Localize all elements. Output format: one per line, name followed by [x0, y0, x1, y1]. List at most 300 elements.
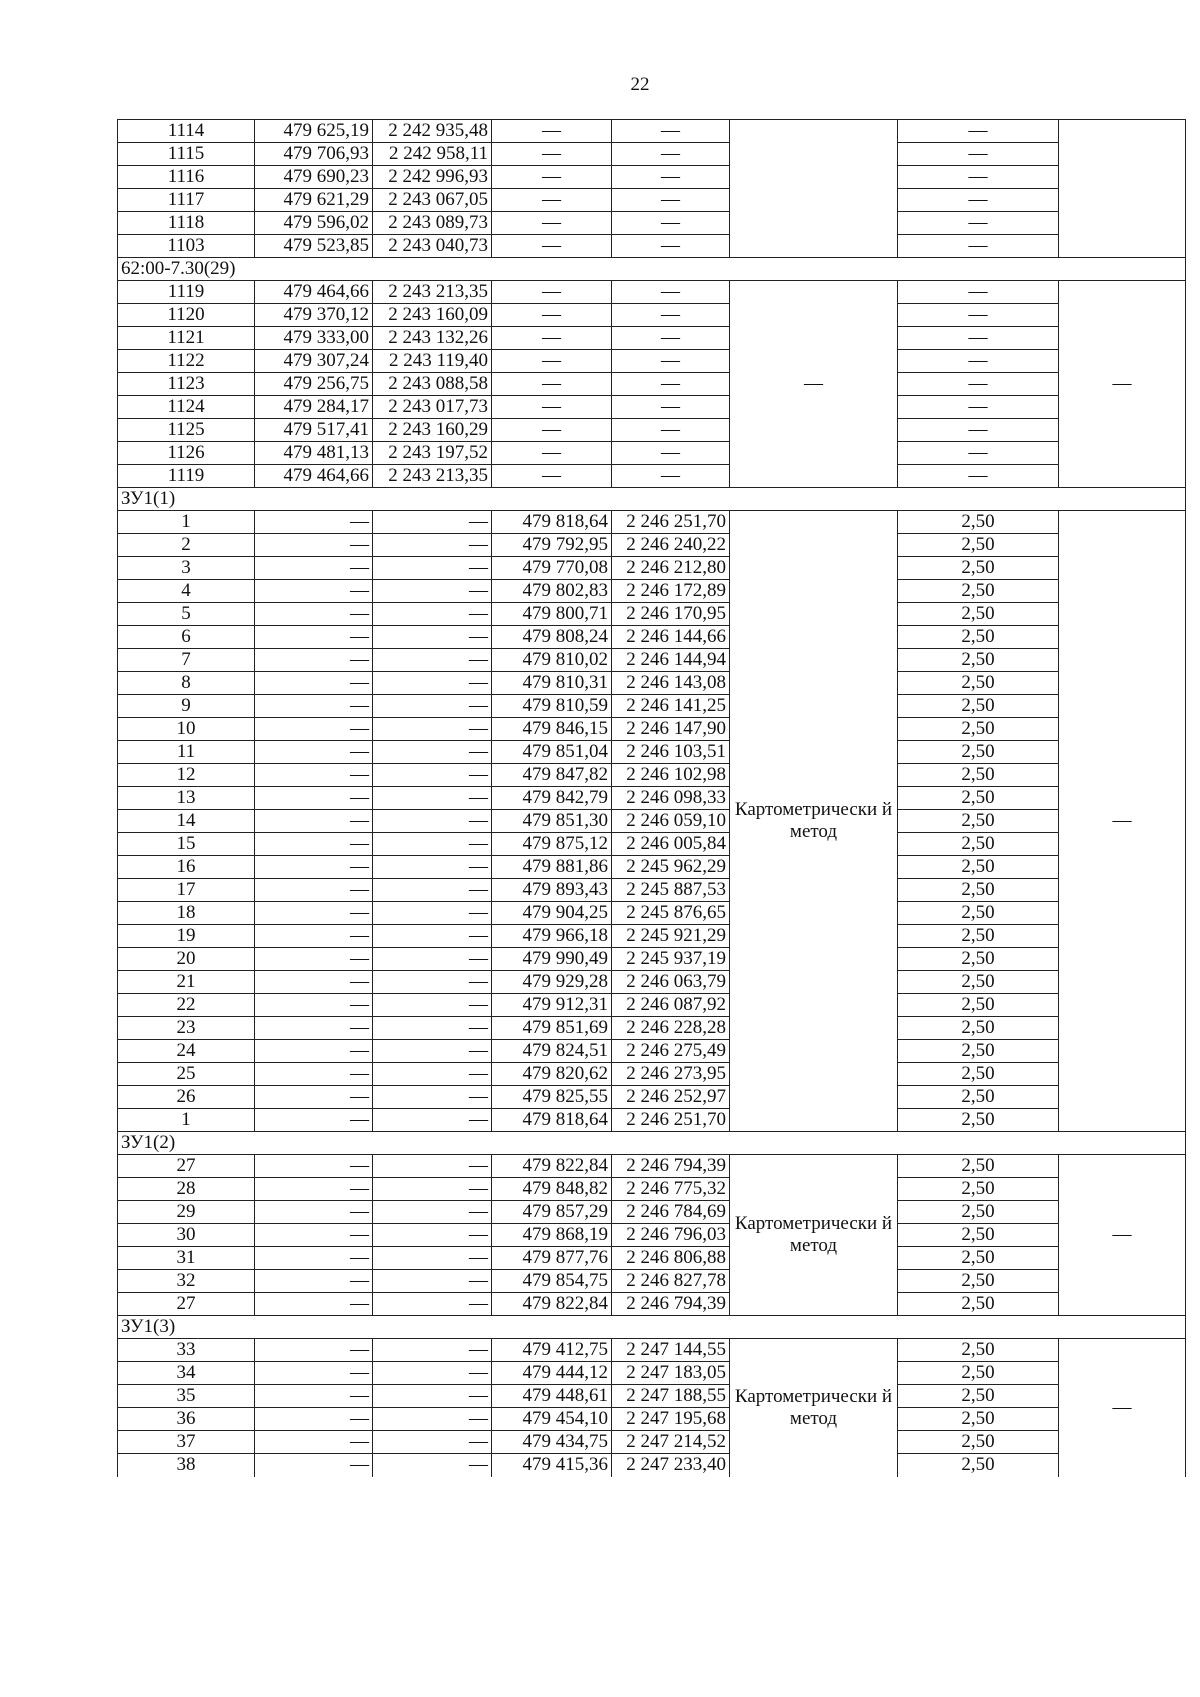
table-row	[118, 166, 1186, 189]
y-refined-cell: 2 246 170,95	[612, 603, 730, 626]
point-number-cell: 29	[118, 1201, 255, 1224]
y-existing-cell: —	[373, 718, 492, 741]
x-existing-cell: —	[255, 718, 373, 741]
precision-cell: —	[898, 212, 1059, 235]
x-existing-cell: —	[255, 1247, 373, 1270]
point-number-cell: 12	[118, 764, 255, 787]
precision-cell: —	[898, 465, 1059, 488]
point-number-cell: 22	[118, 994, 255, 1017]
precision-cell: —	[898, 166, 1059, 189]
precision-cell: 2,50	[898, 810, 1059, 833]
y-refined-cell: —	[612, 212, 730, 235]
table-row	[118, 304, 1186, 327]
precision-cell: 2,50	[898, 879, 1059, 902]
y-refined-cell: 2 246 212,80	[612, 557, 730, 580]
x-refined-cell: 479 990,49	[492, 948, 612, 971]
point-number-cell: 2	[118, 534, 255, 557]
y-refined-cell: 2 245 921,29	[612, 925, 730, 948]
y-existing-cell: —	[373, 511, 492, 534]
point-number-cell: 17	[118, 879, 255, 902]
precision-cell: 2,50	[898, 1017, 1059, 1040]
table-row	[118, 189, 1186, 212]
note-cell: —	[1059, 511, 1186, 1132]
y-existing-cell: —	[373, 994, 492, 1017]
x-refined-cell: 479 822,84	[492, 1155, 612, 1178]
y-existing-cell: —	[373, 695, 492, 718]
table-row	[118, 626, 1186, 649]
x-refined-cell: 479 912,31	[492, 994, 612, 1017]
precision-cell: —	[898, 189, 1059, 212]
x-existing-cell: 479 307,24	[255, 350, 373, 373]
x-refined-cell: —	[492, 419, 612, 442]
method-cell: —	[730, 281, 898, 488]
x-existing-cell: 479 481,13	[255, 442, 373, 465]
y-existing-cell: 2 243 160,09	[373, 304, 492, 327]
y-refined-cell: 2 245 887,53	[612, 879, 730, 902]
y-existing-cell: —	[373, 902, 492, 925]
table-row	[118, 327, 1186, 350]
precision-cell: 2,50	[898, 672, 1059, 695]
point-number-cell: 1120	[118, 304, 255, 327]
x-existing-cell: —	[255, 810, 373, 833]
x-existing-cell: —	[255, 511, 373, 534]
page-number: 22	[630, 74, 650, 95]
point-number-cell: 34	[118, 1362, 255, 1385]
x-refined-cell: —	[492, 327, 612, 350]
precision-cell: —	[898, 120, 1059, 143]
point-number-cell: 1116	[118, 166, 255, 189]
point-number-cell: 14	[118, 810, 255, 833]
point-number-cell: 1114	[118, 120, 255, 143]
x-refined-cell: 479 770,08	[492, 557, 612, 580]
x-existing-cell: —	[255, 1224, 373, 1247]
y-refined-cell: 2 247 183,05	[612, 1362, 730, 1385]
table-row	[118, 994, 1186, 1017]
method-cell: Картометрически й метод	[730, 1155, 898, 1316]
x-refined-cell: 479 851,30	[492, 810, 612, 833]
point-number-cell: 21	[118, 971, 255, 994]
x-refined-cell: 479 824,51	[492, 1040, 612, 1063]
x-existing-cell: —	[255, 1270, 373, 1293]
y-existing-cell: —	[373, 1247, 492, 1270]
x-refined-cell: —	[492, 120, 612, 143]
table-row	[118, 879, 1186, 902]
point-number-cell: 1115	[118, 143, 255, 166]
y-existing-cell: —	[373, 764, 492, 787]
x-existing-cell: —	[255, 1201, 373, 1224]
precision-cell: —	[898, 442, 1059, 465]
x-existing-cell: —	[255, 1063, 373, 1086]
x-refined-cell: 479 412,75	[492, 1339, 612, 1362]
x-refined-cell: 479 810,02	[492, 649, 612, 672]
y-refined-cell: 2 246 228,28	[612, 1017, 730, 1040]
table-row	[118, 1408, 1186, 1431]
precision-cell: 2,50	[898, 1247, 1059, 1270]
table-row	[118, 1063, 1186, 1086]
y-existing-cell: 2 242 996,93	[373, 166, 492, 189]
y-existing-cell: —	[373, 1385, 492, 1408]
y-refined-cell: 2 246 147,90	[612, 718, 730, 741]
x-existing-cell: —	[255, 994, 373, 1017]
precision-cell: 2,50	[898, 787, 1059, 810]
note-cell: —	[1059, 281, 1186, 488]
y-refined-cell: 2 246 087,92	[612, 994, 730, 1017]
x-refined-cell: 479 810,59	[492, 695, 612, 718]
precision-cell: 2,50	[898, 649, 1059, 672]
x-refined-cell: 479 929,28	[492, 971, 612, 994]
point-number-cell: 25	[118, 1063, 255, 1086]
x-existing-cell: —	[255, 1040, 373, 1063]
precision-cell: 2,50	[898, 1178, 1059, 1201]
x-refined-cell: —	[492, 281, 612, 304]
precision-cell: 2,50	[898, 695, 1059, 718]
table-row	[118, 350, 1186, 373]
table-row	[118, 833, 1186, 856]
table-row	[118, 511, 1186, 534]
point-number-cell: 37	[118, 1431, 255, 1454]
x-existing-cell: —	[255, 948, 373, 971]
y-refined-cell: 2 246 143,08	[612, 672, 730, 695]
x-existing-cell: 479 706,93	[255, 143, 373, 166]
precision-cell: 2,50	[898, 948, 1059, 971]
y-refined-cell: —	[612, 143, 730, 166]
y-existing-cell: —	[373, 971, 492, 994]
y-refined-cell: —	[612, 166, 730, 189]
x-refined-cell: 479 434,75	[492, 1431, 612, 1454]
point-number-cell: 4	[118, 580, 255, 603]
x-refined-cell: 479 877,76	[492, 1247, 612, 1270]
point-number-cell: 19	[118, 925, 255, 948]
point-number-cell: 24	[118, 1040, 255, 1063]
y-refined-cell: 2 246 063,79	[612, 971, 730, 994]
y-refined-cell: 2 246 098,33	[612, 787, 730, 810]
precision-cell: 2,50	[898, 902, 1059, 925]
point-number-cell: 33	[118, 1339, 255, 1362]
point-number-cell: 1	[118, 511, 255, 534]
table-row	[118, 902, 1186, 925]
precision-cell: 2,50	[898, 1293, 1059, 1316]
table-row	[118, 741, 1186, 764]
x-refined-cell: —	[492, 143, 612, 166]
point-number-cell: 35	[118, 1385, 255, 1408]
x-existing-cell: —	[255, 534, 373, 557]
y-refined-cell: 2 246 796,03	[612, 1224, 730, 1247]
x-existing-cell: —	[255, 649, 373, 672]
x-existing-cell: —	[255, 925, 373, 948]
point-number-cell: 1126	[118, 442, 255, 465]
y-refined-cell: 2 246 806,88	[612, 1247, 730, 1270]
group-label: ЗУ1(3)	[118, 1316, 1186, 1339]
x-refined-cell: 479 868,19	[492, 1224, 612, 1247]
table-row	[118, 281, 1186, 304]
table-row	[118, 672, 1186, 695]
group-label: 62:00-7.30(29)	[118, 258, 1186, 281]
precision-cell: 2,50	[898, 925, 1059, 948]
table-row	[118, 212, 1186, 235]
group-header-row	[118, 258, 1186, 281]
table-row	[118, 1247, 1186, 1270]
precision-cell: 2,50	[898, 1201, 1059, 1224]
y-existing-cell: —	[373, 1201, 492, 1224]
y-refined-cell: 2 246 059,10	[612, 810, 730, 833]
y-existing-cell: —	[373, 1362, 492, 1385]
y-existing-cell: —	[373, 833, 492, 856]
x-existing-cell: —	[255, 1362, 373, 1385]
x-refined-cell: —	[492, 442, 612, 465]
y-refined-cell: —	[612, 281, 730, 304]
x-refined-cell: —	[492, 465, 612, 488]
y-existing-cell: —	[373, 1270, 492, 1293]
x-refined-cell: —	[492, 396, 612, 419]
y-existing-cell: —	[373, 879, 492, 902]
table-row	[118, 810, 1186, 833]
table-row	[118, 557, 1186, 580]
table-row	[118, 971, 1186, 994]
point-number-cell: 1124	[118, 396, 255, 419]
y-refined-cell: 2 246 794,39	[612, 1155, 730, 1178]
table-row	[118, 373, 1186, 396]
y-existing-cell: —	[373, 1408, 492, 1431]
group-header-row	[118, 1132, 1186, 1155]
x-existing-cell: —	[255, 856, 373, 879]
x-existing-cell: 479 370,12	[255, 304, 373, 327]
x-existing-cell: —	[255, 1178, 373, 1201]
precision-cell: 2,50	[898, 764, 1059, 787]
y-existing-cell: —	[373, 557, 492, 580]
precision-cell: 2,50	[898, 1155, 1059, 1178]
x-existing-cell: 479 621,29	[255, 189, 373, 212]
x-existing-cell: 479 256,75	[255, 373, 373, 396]
y-existing-cell: 2 243 119,40	[373, 350, 492, 373]
y-existing-cell: 2 243 040,73	[373, 235, 492, 258]
x-existing-cell: —	[255, 1431, 373, 1454]
y-existing-cell: —	[373, 1086, 492, 1109]
point-number-cell: 11	[118, 741, 255, 764]
y-refined-cell: —	[612, 350, 730, 373]
x-refined-cell: 479 792,95	[492, 534, 612, 557]
table-row	[118, 1086, 1186, 1109]
point-number-cell: 6	[118, 626, 255, 649]
note-cell: —	[1059, 1339, 1186, 1477]
y-existing-cell: —	[373, 626, 492, 649]
y-refined-cell: —	[612, 327, 730, 350]
table-row	[118, 442, 1186, 465]
precision-cell: 2,50	[898, 1109, 1059, 1132]
y-refined-cell: —	[612, 120, 730, 143]
point-number-cell: 20	[118, 948, 255, 971]
precision-cell: —	[898, 419, 1059, 442]
x-existing-cell: —	[255, 1339, 373, 1362]
x-refined-cell: 479 825,55	[492, 1086, 612, 1109]
x-existing-cell: —	[255, 1086, 373, 1109]
y-existing-cell: 2 243 160,29	[373, 419, 492, 442]
precision-cell: 2,50	[898, 1063, 1059, 1086]
y-existing-cell: 2 243 017,73	[373, 396, 492, 419]
y-refined-cell: 2 247 214,52	[612, 1431, 730, 1454]
table-row	[118, 1155, 1186, 1178]
x-refined-cell: —	[492, 373, 612, 396]
x-refined-cell: 479 820,62	[492, 1063, 612, 1086]
precision-cell: 2,50	[898, 856, 1059, 879]
coordinates-table	[117, 119, 1186, 1477]
y-refined-cell: —	[612, 442, 730, 465]
x-refined-cell: 479 893,43	[492, 879, 612, 902]
x-refined-cell: 479 875,12	[492, 833, 612, 856]
x-refined-cell: 479 800,71	[492, 603, 612, 626]
point-number-cell: 1118	[118, 212, 255, 235]
table-row	[118, 695, 1186, 718]
y-existing-cell: —	[373, 925, 492, 948]
y-refined-cell: 2 246 144,94	[612, 649, 730, 672]
x-existing-cell: —	[255, 1385, 373, 1408]
precision-cell: 2,50	[898, 1339, 1059, 1362]
x-refined-cell: —	[492, 212, 612, 235]
precision-cell: 2,50	[898, 511, 1059, 534]
y-existing-cell: 2 243 088,58	[373, 373, 492, 396]
x-refined-cell: 479 854,75	[492, 1270, 612, 1293]
y-refined-cell: 2 247 195,68	[612, 1408, 730, 1431]
x-refined-cell: 479 846,15	[492, 718, 612, 741]
point-number-cell: 1123	[118, 373, 255, 396]
y-existing-cell: —	[373, 787, 492, 810]
x-refined-cell: 479 881,86	[492, 856, 612, 879]
table-row	[118, 1454, 1186, 1477]
precision-cell: —	[898, 327, 1059, 350]
table-row	[118, 718, 1186, 741]
point-number-cell: 27	[118, 1155, 255, 1178]
y-refined-cell: 2 246 252,97	[612, 1086, 730, 1109]
y-refined-cell: 2 246 240,22	[612, 534, 730, 557]
y-refined-cell: —	[612, 419, 730, 442]
note-cell: —	[1059, 1155, 1186, 1316]
table-row	[118, 1224, 1186, 1247]
x-existing-cell: 479 625,19	[255, 120, 373, 143]
y-existing-cell: —	[373, 1063, 492, 1086]
x-existing-cell: —	[255, 902, 373, 925]
x-existing-cell: —	[255, 833, 373, 856]
precision-cell: 2,50	[898, 1224, 1059, 1247]
x-existing-cell: —	[255, 1017, 373, 1040]
x-refined-cell: —	[492, 304, 612, 327]
precision-cell: —	[898, 350, 1059, 373]
table-row	[118, 603, 1186, 626]
y-existing-cell: —	[373, 810, 492, 833]
y-refined-cell: 2 246 172,89	[612, 580, 730, 603]
table-row	[118, 1362, 1186, 1385]
precision-cell: 2,50	[898, 626, 1059, 649]
x-existing-cell: —	[255, 1408, 373, 1431]
y-existing-cell: —	[373, 948, 492, 971]
y-existing-cell: 2 243 067,05	[373, 189, 492, 212]
y-existing-cell: 2 242 935,48	[373, 120, 492, 143]
y-refined-cell: 2 246 275,49	[612, 1040, 730, 1063]
y-existing-cell: —	[373, 1155, 492, 1178]
group-label: ЗУ1(1)	[118, 488, 1186, 511]
point-number-cell: 1	[118, 1109, 255, 1132]
precision-cell: 2,50	[898, 1362, 1059, 1385]
point-number-cell: 26	[118, 1086, 255, 1109]
table-row	[118, 1109, 1186, 1132]
y-refined-cell: 2 246 827,78	[612, 1270, 730, 1293]
x-existing-cell: —	[255, 695, 373, 718]
table-row	[118, 787, 1186, 810]
precision-cell: 2,50	[898, 994, 1059, 1017]
y-refined-cell: 2 246 144,66	[612, 626, 730, 649]
group-header-row	[118, 1316, 1186, 1339]
group-header-row	[118, 488, 1186, 511]
point-number-cell: 28	[118, 1178, 255, 1201]
table-row	[118, 465, 1186, 488]
y-existing-cell: 2 242 958,11	[373, 143, 492, 166]
x-refined-cell: —	[492, 189, 612, 212]
y-existing-cell: 2 243 089,73	[373, 212, 492, 235]
table-row	[118, 1178, 1186, 1201]
precision-cell: 2,50	[898, 1385, 1059, 1408]
precision-cell: —	[898, 396, 1059, 419]
x-refined-cell: 479 857,29	[492, 1201, 612, 1224]
point-number-cell: 9	[118, 695, 255, 718]
y-refined-cell: 2 247 233,40	[612, 1454, 730, 1477]
y-existing-cell: —	[373, 1454, 492, 1477]
x-refined-cell: —	[492, 350, 612, 373]
x-existing-cell: —	[255, 603, 373, 626]
x-existing-cell: —	[255, 879, 373, 902]
table-row	[118, 419, 1186, 442]
note-cell	[1059, 120, 1186, 258]
precision-cell: —	[898, 373, 1059, 396]
point-number-cell: 30	[118, 1224, 255, 1247]
y-refined-cell: 2 245 937,19	[612, 948, 730, 971]
point-number-cell: 7	[118, 649, 255, 672]
y-refined-cell: 2 246 784,69	[612, 1201, 730, 1224]
y-existing-cell: —	[373, 741, 492, 764]
x-refined-cell: 479 818,64	[492, 511, 612, 534]
table-row	[118, 1040, 1186, 1063]
point-number-cell: 36	[118, 1408, 255, 1431]
point-number-cell: 1122	[118, 350, 255, 373]
x-refined-cell: —	[492, 235, 612, 258]
y-refined-cell: 2 246 775,32	[612, 1178, 730, 1201]
y-refined-cell: 2 246 251,70	[612, 1109, 730, 1132]
precision-cell: —	[898, 281, 1059, 304]
y-refined-cell: 2 246 103,51	[612, 741, 730, 764]
y-existing-cell: —	[373, 672, 492, 695]
x-existing-cell: 479 284,17	[255, 396, 373, 419]
point-number-cell: 15	[118, 833, 255, 856]
y-existing-cell: 2 243 132,26	[373, 327, 492, 350]
group-label: ЗУ1(2)	[118, 1132, 1186, 1155]
table-row	[118, 1385, 1186, 1408]
y-refined-cell: —	[612, 373, 730, 396]
x-existing-cell: 479 517,41	[255, 419, 373, 442]
x-refined-cell: 479 966,18	[492, 925, 612, 948]
y-refined-cell: 2 246 102,98	[612, 764, 730, 787]
table-row	[118, 649, 1186, 672]
y-existing-cell: —	[373, 649, 492, 672]
x-existing-cell: —	[255, 626, 373, 649]
table-row	[118, 856, 1186, 879]
precision-cell: 2,50	[898, 557, 1059, 580]
y-existing-cell: —	[373, 856, 492, 879]
point-number-cell: 1121	[118, 327, 255, 350]
precision-cell: 2,50	[898, 580, 1059, 603]
table-row	[118, 235, 1186, 258]
x-refined-cell: 479 842,79	[492, 787, 612, 810]
x-refined-cell: 479 415,36	[492, 1454, 612, 1477]
table-row	[118, 143, 1186, 166]
x-refined-cell: 479 851,69	[492, 1017, 612, 1040]
precision-cell: 2,50	[898, 1270, 1059, 1293]
